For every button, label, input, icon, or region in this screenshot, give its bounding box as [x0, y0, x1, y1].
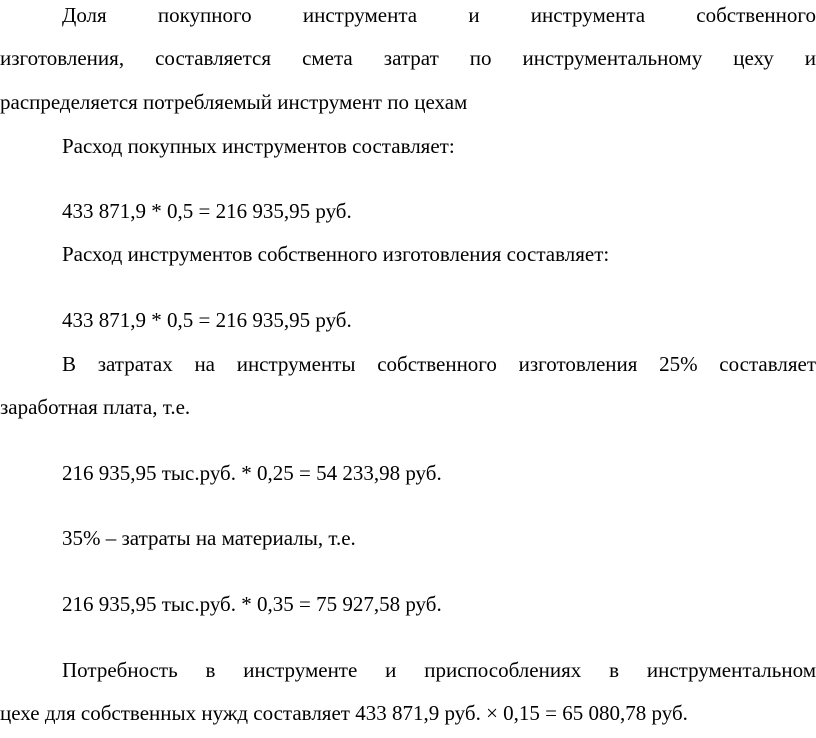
materials-formula: 216 935,95 тыс.руб. * 0,35 = 75 927,58 руб.	[62, 592, 442, 616]
own-heading: Расход инструментов собственного изготовления составляет:	[62, 242, 610, 266]
purchased-heading: Расход покупных инструментов составляет:	[62, 134, 455, 158]
salary-paragraph-line-1: В затратах на инструменты собственного изготовления 25% составляет	[62, 352, 816, 376]
need-paragraph-line-1: Потребность в инструменте и приспособлениях в инструментальном	[62, 658, 816, 682]
materials-heading: 35% – затраты на материалы, т.е.	[62, 526, 356, 550]
salary-paragraph-line-2: заработная плата, т.е.	[0, 395, 191, 419]
paragraph-1-line-3: распределяется потребляемый инструмент по цехам	[0, 90, 468, 114]
purchased-formula: 433 871,9 * 0,5 = 216 935,95 руб.	[62, 199, 352, 223]
salary-formula: 216 935,95 тыс.руб. * 0,25 = 54 233,98 руб.	[62, 461, 442, 485]
paragraph-1-line-2: изготовления, составляется смета затрат по инструментальному цеху и	[0, 46, 816, 70]
paragraph-1-line-1: Доля покупного инструмента и инструмента собственного	[62, 3, 816, 27]
need-paragraph-line-2: цехе для собственных нужд составляет 433 871,9 руб. × 0,15 = 65 080,78 руб.	[0, 701, 688, 725]
own-formula: 433 871,9 * 0,5 = 216 935,95 руб.	[62, 308, 352, 332]
